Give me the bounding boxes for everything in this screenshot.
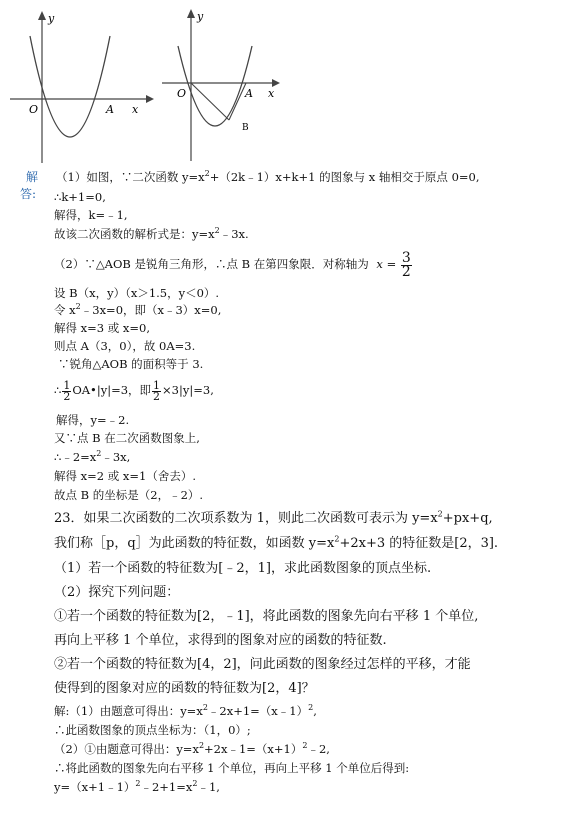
point-a-label: A xyxy=(106,103,114,116)
solution-line: 解得 x=2 或 x=1（舍去）. xyxy=(54,469,196,483)
question-line: （2）探究下列问题： xyxy=(54,585,180,600)
answer-label: 答: xyxy=(20,187,37,201)
solution-line: 故该二次函数的解析式是：$y=x^2﹣3x$. xyxy=(54,226,249,241)
x-axis-arrow-icon xyxy=(272,79,280,87)
fraction-one-half: $\frac{1}{2}$ xyxy=(63,378,71,403)
x-label: x xyxy=(132,103,139,116)
question-line: （1）若一个函数的特征数为[﹣2，1]，求此函数图象的顶点坐标. xyxy=(54,561,432,576)
solution-line: 解:（1）由题意可得出：$y=x^2﹣2x+1=(x﹣1)^2$, xyxy=(54,703,317,718)
question-line: ①若一个函数的特征数为[2，﹣1]，将此函数的图象先向右平移 1 个单位, xyxy=(54,609,479,624)
solution-line: $y=(x+1﹣1)^2﹣2+1=x^2﹣1$, xyxy=(54,779,220,794)
point-b-label: B xyxy=(242,123,249,133)
segment-ob xyxy=(191,83,229,120)
question-line: 使得到的图象对应的函数的特征数为[2，4]？ xyxy=(54,681,315,696)
parabola-graph-2 xyxy=(158,6,283,166)
solution-line: （1）如图，∵二次函数 $y=x^2+(2k﹣1)x+k+1$ 的图象与 x 轴相交于原点 0=0, xyxy=(56,169,480,184)
point-a-label: A xyxy=(245,87,253,100)
question-line: 我们称［p，q］为此函数的特征数，如函数 $y=x^2+2x+3$ 的特征数是[2，3]. xyxy=(54,534,499,551)
parabola-curve xyxy=(178,46,252,126)
question-line: 23．如果二次函数的二次项系数为 1，则此二次函数可表示为 $y=x^2+px+q$, xyxy=(54,509,493,526)
solution-line: $\therefore﹣2=x^2﹣3x$, xyxy=(54,449,131,464)
question-line: ②若一个函数的特征数为[4，2]，问此函数的图象经过怎样的平移，才能 xyxy=(54,657,471,672)
solution-line: 解得，k=﹣1, xyxy=(54,208,128,222)
solution-line: 又∵点 B 在二次函数图象上, xyxy=(54,431,200,445)
solution-line: 解得 x=3 或 x=0, xyxy=(54,321,150,335)
solution-line: 故点 B 的坐标是（2，﹣2）. xyxy=(54,488,204,502)
solution-line: 令 $x^2﹣3x=0$，即（x﹣3）x=0, xyxy=(54,302,222,317)
answer-label: 解 xyxy=(26,170,39,184)
question-line: 再向上平移 1 个单位，求得到的图象对应的函数的特征数. xyxy=(54,633,387,648)
x-axis-arrow-icon xyxy=(146,95,154,103)
solution-line: ∴ $\frac{1}{2}$ OA•|y|=3，即 $\frac{1}{2}$ ×3|y|=3, xyxy=(54,378,214,403)
solution-line: ∵锐角△AOB 的面积等于 3. xyxy=(58,357,204,371)
y-label: y xyxy=(197,10,204,23)
fraction-one-half: $\frac{1}{2}$ xyxy=(153,378,161,403)
parabola-graph-1 xyxy=(8,8,158,166)
origin-label: O xyxy=(177,87,187,100)
solution-line: （2）∵△AOB 是锐角三角形，∴点 B 在第四象限．对称轴为 x = $\frac{3}{2}$ xyxy=(54,249,411,280)
solution-line: ∴此函数图象的顶点坐标为：（1，0）; xyxy=(54,723,251,737)
x-label: x xyxy=(268,87,275,100)
solution-line: ∴k+1=0, xyxy=(54,190,106,204)
solution-line: 设 B（x，y）（x＞1.5，y＜0）. xyxy=(54,286,220,300)
y-label: y xyxy=(48,12,55,25)
solution-line: 则点 A（3，0），故 0A=3. xyxy=(54,339,196,353)
solution-line: （2）①由题意可得出：$y=x^2+2x﹣1=(x+1)^2﹣2$, xyxy=(54,741,330,756)
origin-label: O xyxy=(29,103,39,116)
segment-ab xyxy=(229,83,246,120)
fraction-three-halves: $\frac{3}{2}$ xyxy=(401,249,411,280)
solution-line: 解得，y=﹣2. xyxy=(56,413,130,427)
y-axis-arrow-icon xyxy=(38,11,46,20)
solution-line: ∴将此函数的图象先向右平移 1 个单位，再向上平移 1 个单位后得到: xyxy=(54,761,410,775)
y-axis-arrow-icon xyxy=(187,9,195,18)
